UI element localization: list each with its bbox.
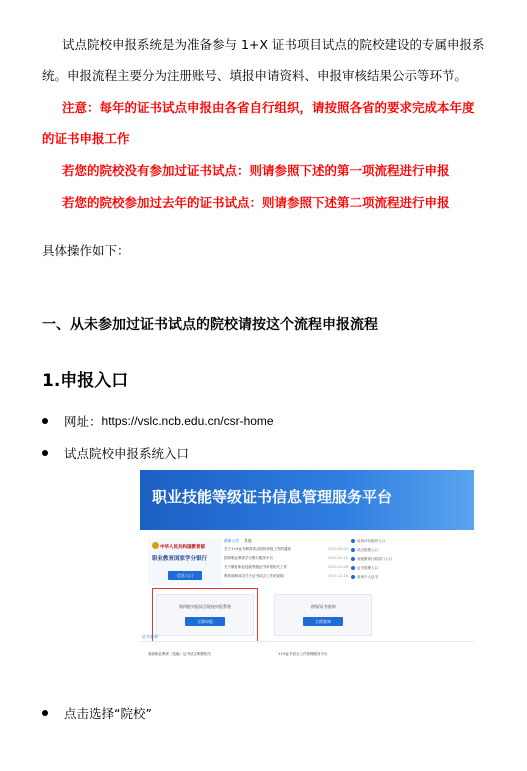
news-row[interactable]: 教育部职成司关于证书试点工作的说明 2019-12-16 [224,574,348,578]
side-nav-item[interactable]: 试点院校入口 [350,548,396,557]
news-row[interactable]: 国家职业教育学分银行服务平台 2020-02-20 [224,556,348,560]
entry-icon [351,566,355,570]
bullet-entry [42,444,189,462]
news-tab-latest[interactable]: 最新公告 [224,538,240,543]
apply-now-button[interactable]: 立即申报 [185,617,225,626]
news-panel [224,538,348,586]
footer-divider [140,641,474,642]
footer-link-right[interactable]: 1+X证书试点工作管理服务平台 [278,652,328,656]
bullet-entry-label: 试点院校申报系统入口 [64,446,190,461]
entry-icon [351,548,355,552]
news-tab-other[interactable]: 其他 [244,538,252,543]
steps-intro: 具体操作如下： [42,243,130,258]
intro-line-1: 试点院校申报系统是为准备参与 1+X 证书项目试点的院校建设的专属申报系 [62,37,485,52]
school-apply-card-title: 第四批申报试点院校申报系统 [179,604,231,609]
notice-line-2: 的证书申报工作 [42,131,130,146]
bullet-url-label: 网址： [64,414,102,429]
section-subtitle: 1.申报入口 [42,371,129,391]
bullet-dot-icon [42,450,48,456]
notice-returning-schools: 若您的院校参加过去年的证书试点：则请参照下述第二项流程进行申报 [62,195,450,210]
platform-url-link[interactable]: https://vslc.ncb.edu.cn/csr-home [101,414,274,428]
side-nav [350,538,396,586]
notice-line-1: 注意：每年的证书试点申报由各省自行组织，请按照各省的要求完成本年度 [62,100,475,115]
intro-line-2: 统。申报流程主要分为注册账号、填报申请资料、申报审核结果公示等环节。 [42,68,468,83]
bullet-choose-school-label: 点击选择“院校” [64,706,152,721]
query-now-button[interactable]: 立即查询 [303,617,343,626]
entry-icon [351,575,355,579]
side-nav-item[interactable]: 培训评价组织入口 [350,539,396,548]
side-nav-item[interactable]: 省级教育行政部门入口 [350,557,396,566]
footer-link-left[interactable]: 查阅职业教育（技能）证书试点制度相关 [148,652,211,656]
highlight-box [152,588,258,642]
bullet-choose-school [42,704,152,722]
national-emblem-icon [152,542,159,549]
credit-bank-panel [148,538,222,586]
entry-icon [351,539,355,543]
bullet-dot-icon [42,418,48,424]
section-title: 一、从未参加过证书试点的院校请按这个流程申报流程 [42,317,378,333]
side-nav-item[interactable]: 查询个人证书 [350,575,396,584]
credit-bank-entry-button[interactable]: 信息入口 [168,571,202,580]
footer-section-title: 证书查询 [142,634,158,639]
news-row[interactable]: 关于做好职业技能等级证书申报相关工作 2020-01-08 [224,565,348,569]
news-row[interactable]: 关于1+X证书制度试点院校申报工作的通知 2020-03-04 [224,547,348,551]
query-card-title: 省级/证书查询 [310,604,336,609]
bullet-url [42,412,274,430]
credit-bank-name: 职业教育国家学分银行 [152,556,208,562]
ministry-name: 中华人民共和国教育部 [160,545,205,550]
platform-banner-title: 职业技能等级证书信息管理服务平台 [152,488,393,506]
side-nav-item[interactable]: 证书管理入口 [350,566,396,575]
bullet-dot-icon [42,710,48,716]
entry-icon [351,557,355,561]
platform-banner [140,470,474,530]
query-card[interactable] [274,594,372,636]
notice-new-schools: 若您的院校没有参加过证书试点：则请参照下述的第一项流程进行申报 [62,163,450,178]
platform-screenshot [140,470,474,662]
